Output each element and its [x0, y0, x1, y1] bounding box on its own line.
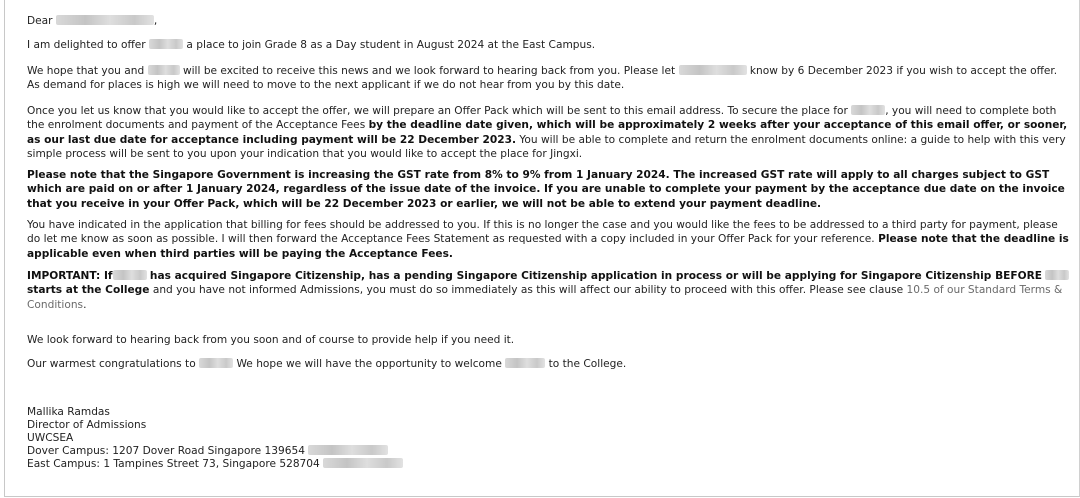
response-text-b: will be excited to receive this news and we look forward to hearing back from you. Please let	[182, 65, 676, 77]
redacted-student-name	[1045, 270, 1069, 280]
response-paragraph	[27, 64, 1072, 93]
signature-name: Mallika Ramdas	[27, 406, 110, 418]
citizenship-paragraph	[27, 269, 1072, 312]
redacted-phone-number	[308, 445, 388, 455]
citizenship-bold-text: has acquired Singapore Citizenship, has a pending Singapore Citizenship application in process or will be applying for Singapore Citizenship BEFORE	[149, 270, 1043, 282]
redacted-student-name	[505, 358, 545, 368]
congrats-text-c: to the College.	[548, 358, 627, 370]
terms-conditions-link[interactable]: 10.5 of our Standard Terms & Conditions	[27, 284, 1063, 311]
signature-title: Director of Admissions	[27, 419, 147, 432]
closing-paragraph	[27, 333, 1072, 347]
offer-text-start: I am delighted to offer	[27, 39, 146, 51]
signature-block	[27, 406, 403, 471]
signature-organisation: UWCSEA	[27, 432, 74, 445]
billing-deadline-bold: Please note that the deadline is applicable even when third parties will be paying the Acceptance Fees.	[27, 233, 1069, 260]
important-label: IMPORTANT: If	[27, 270, 113, 282]
congratulations-paragraph	[27, 357, 1072, 371]
closing-text: We look forward to hearing back from you soon and of course to provide help if you need it.	[27, 334, 515, 346]
congrats-text-a: Our warmest congratulations to	[27, 358, 196, 370]
redacted-student-name	[851, 105, 885, 115]
greeting-word: Dear	[27, 15, 53, 27]
east-campus-address: East Campus: 1 Tampines Street 73, Singapore 528704	[27, 458, 320, 471]
dover-campus-line	[27, 445, 403, 458]
citizenship-period: .	[83, 298, 87, 311]
billing-text: You have indicated in the application that billing for fees should be addressed to you. If this is no longer the case and you would like the fees to be addressed to a third party for payment, please do let me know as soon as possible. I will then forward the Acceptance Fees Statement as requested with a copy included in your Offer Pack for your reference.	[27, 219, 1058, 246]
starts-college-bold: starts at the College	[27, 284, 150, 297]
response-text-c: know by 6 December 2023 if you wish to accept the offer. As demand for places is high we will need to move to the next applicant if we do not hear from you by this date.	[27, 65, 1058, 92]
greeting-comma: ,	[153, 15, 158, 27]
offer-text-end: a place to join Grade 8 as a Day student in August 2024 at the East Campus.	[186, 39, 596, 51]
dover-campus-address: Dover Campus: 1207 Dover Road Singapore 139654	[27, 445, 305, 458]
east-campus-line	[27, 458, 403, 471]
redacted-student-name	[113, 270, 147, 280]
redacted-student-name	[199, 358, 233, 368]
offer-pack-deadline-bold: by the deadline date given, which will be approximately 2 weeks after your acceptance of this email offer, or sooner, as our last due date for acceptance including payment will be 22 December 2023.	[27, 119, 1068, 146]
response-text-a: We hope that you and	[27, 65, 145, 77]
greeting	[27, 14, 1072, 28]
offer-pack-text-b: , you will need to complete both the enrolment documents and payment of the Acceptance Fees	[27, 105, 1057, 132]
gst-notice-bold: Please note that the Singapore Government is increasing the GST rate from 8% to 9% from 1 January 2024. The increased GST rate will apply to all charges subject to GST which are paid on or after 1 January 2024, regardless of the issue date of the invoice. If you are unable to complete your payment by the acceptance due date on the invoice that you receive in your Offer Pack, which will be 22 December 2023 or earlier, we will not be able to extend your payment deadline.	[27, 169, 1065, 210]
redacted-recipient-name	[56, 15, 154, 25]
citizenship-text: and you have not informed Admissions, you must do so immediately as this will affect our ability to proceed with this offer. Please see clause	[152, 284, 904, 297]
redacted-student-name	[148, 65, 180, 75]
congrats-text-b: We hope we will have the opportunity to welcome	[236, 358, 502, 370]
offer-pack-text-c: You will be able to complete and return the enrolment documents online: a guide to help with this very simple process will be sent to you upon your indication that you would like to accept the place for Jingxi.	[27, 133, 1066, 160]
billing-paragraph	[27, 218, 1072, 261]
redacted-phone-number	[323, 458, 403, 468]
gst-paragraph	[27, 168, 1072, 211]
offer-paragraph	[27, 38, 1072, 52]
redacted-student-name	[149, 39, 183, 49]
offer-pack-paragraph	[27, 104, 1072, 161]
redacted-contact-name	[679, 65, 747, 75]
offer-pack-text-a: Once you let us know that you would like to accept the offer, we will prepare an Offer Pack which will be sent to this email address. To secure the place for	[27, 105, 848, 117]
